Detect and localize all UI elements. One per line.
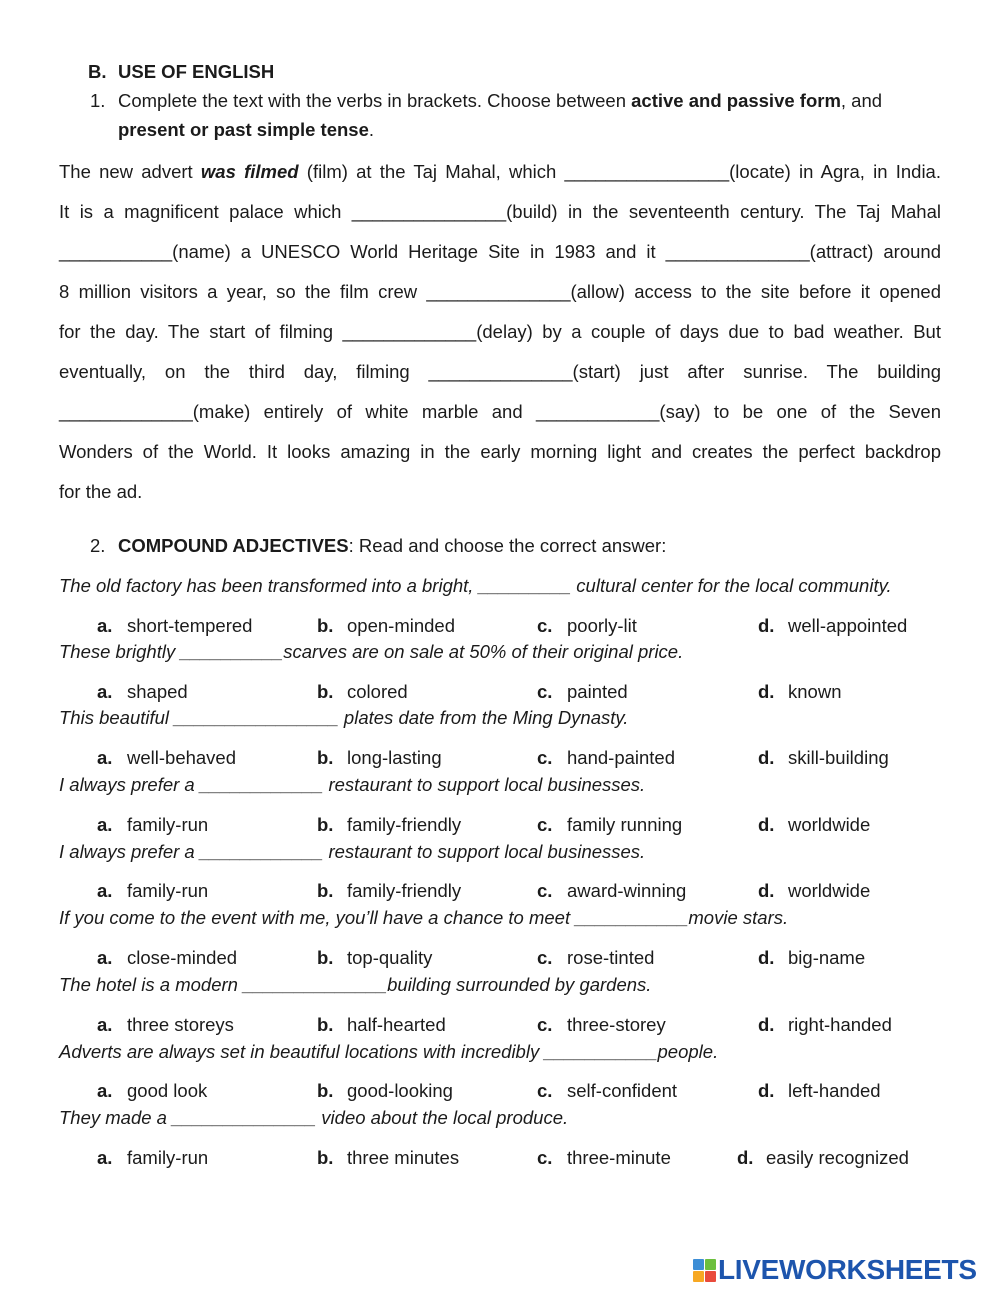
option-text: family-run	[127, 814, 209, 835]
option-letter: a.	[97, 681, 113, 702]
option-letter: c.	[537, 1014, 553, 1035]
option-letter: a.	[97, 1147, 113, 1168]
option-text: family-friendly	[347, 814, 462, 835]
example-answer: was filmed	[200, 161, 299, 182]
question-text: The hotel is a modern ______________building surrounded by gardens.	[59, 974, 652, 995]
option-letter: c.	[537, 615, 553, 636]
option-text: good-looking	[347, 1080, 453, 1101]
option-text: left-handed	[788, 1080, 881, 1101]
paragraph-line: for the day. The start of filming _____________(delay) by a couple of days due to bad weather. But	[59, 321, 941, 342]
option-letter: d.	[758, 747, 775, 768]
paragraph-line: ___________(name) a UNESCO World Heritage Site in 1983 and it ______________(attract) around	[59, 241, 941, 262]
question-text: Adverts are always set in beautiful locations with incredibly ___________people.	[59, 1041, 719, 1062]
option-letter: d.	[758, 814, 775, 835]
options-row	[0, 1145, 1000, 1171]
option-letter: c.	[537, 1080, 553, 1101]
logo-tile	[693, 1259, 704, 1270]
option-c	[537, 1012, 666, 1038]
option-text: hand-painted	[567, 747, 676, 768]
options-row	[0, 613, 1000, 639]
option-text: short-tempered	[127, 615, 253, 636]
exercise2-instruction: : Read and choose the correct answer:	[348, 535, 667, 556]
option-text: family running	[567, 814, 683, 835]
option-letter: d.	[758, 880, 775, 901]
option-b	[317, 945, 432, 971]
option-d	[758, 1078, 881, 1104]
option-letter: b.	[317, 615, 334, 636]
exercise1-number: 1.	[90, 90, 106, 111]
option-d	[737, 1145, 909, 1171]
option-text: long-lasting	[347, 747, 442, 768]
instruction-emphasis: active and passive form	[631, 90, 841, 111]
question-text: This beautiful ________________ plates date from the Ming Dynasty.	[59, 707, 629, 728]
option-b	[317, 812, 461, 838]
exercise2-heading	[118, 533, 666, 559]
option-letter: b.	[317, 880, 334, 901]
option-letter: b.	[317, 681, 334, 702]
paragraph-line	[59, 159, 941, 185]
option-c	[537, 812, 682, 838]
exercise1-instruction-line1	[118, 88, 882, 114]
paragraph-line: 8 million visitors a year, so the film crew ______________(allow) access to the site before it opened	[59, 281, 941, 302]
option-text: three-minute	[567, 1147, 671, 1168]
instruction-text: , and	[840, 90, 883, 111]
exercise2-number: 2.	[90, 535, 106, 556]
option-text: worldwide	[788, 880, 871, 901]
option-text: big-name	[788, 947, 866, 968]
option-d	[758, 878, 870, 904]
option-a	[97, 745, 236, 771]
option-text: close-minded	[127, 947, 238, 968]
question-text: If you come to the event with me, you’ll have a chance to meet ___________movie stars.	[59, 907, 789, 928]
option-d	[758, 1012, 892, 1038]
option-text: painted	[567, 681, 628, 702]
option-text: rose-tinted	[567, 947, 655, 968]
logo-text: LIVEWORKSHEETS	[718, 1254, 977, 1285]
option-text: family-friendly	[347, 880, 462, 901]
paragraph-line: eventually, on the third day, filming ______________(start) just after sunrise. The building	[59, 361, 941, 382]
option-letter: c.	[537, 681, 553, 702]
option-c	[537, 878, 686, 904]
option-letter: b.	[317, 947, 334, 968]
option-text: colored	[347, 681, 408, 702]
options-row	[0, 1012, 1000, 1038]
option-text: three minutes	[347, 1147, 460, 1168]
option-text: easily recognized	[766, 1147, 909, 1168]
option-c	[537, 613, 637, 639]
option-a	[97, 613, 252, 639]
option-a	[97, 878, 208, 904]
option-text: top-quality	[347, 947, 433, 968]
option-c	[537, 1145, 671, 1171]
exercise1-instruction-line2	[118, 117, 374, 143]
logo-tile	[693, 1271, 704, 1282]
option-text: good look	[127, 1080, 208, 1101]
option-a	[97, 1078, 207, 1104]
option-letter: c.	[537, 814, 553, 835]
question-text: The old factory has been transformed into a bright, _________ cultural center for the local community.	[59, 575, 892, 596]
option-a	[97, 1012, 234, 1038]
option-letter: b.	[317, 1080, 334, 1101]
option-text: three-storey	[567, 1014, 666, 1035]
option-b	[317, 878, 461, 904]
option-text: poorly-lit	[567, 615, 637, 636]
section-title: USE OF ENGLISH	[118, 61, 275, 82]
logo-tile	[705, 1271, 716, 1282]
option-text: half-hearted	[347, 1014, 446, 1035]
options-row	[0, 745, 1000, 771]
option-text: family-run	[127, 1147, 209, 1168]
exercise2-title: COMPOUND ADJECTIVES	[118, 535, 349, 556]
option-letter: b.	[317, 1014, 334, 1035]
question-text: They made a ______________ video about the local produce.	[59, 1107, 569, 1128]
option-letter: d.	[737, 1147, 754, 1168]
options-row	[0, 878, 1000, 904]
option-text: well-appointed	[788, 615, 908, 636]
paragraph-text: The new advert	[59, 161, 201, 182]
option-letter: a.	[97, 814, 113, 835]
option-letter: a.	[97, 615, 113, 636]
paragraph-line: It is a magnificent palace which _______________(build) in the seventeenth century. The Taj Mahal	[59, 201, 941, 222]
option-letter: c.	[537, 1147, 553, 1168]
option-letter: d.	[758, 615, 775, 636]
option-c	[537, 1078, 677, 1104]
option-b	[317, 1078, 453, 1104]
option-d	[758, 613, 907, 639]
question-text: I always prefer a ____________ restaurant to support local businesses.	[59, 841, 646, 862]
options-row	[0, 1078, 1000, 1104]
option-text: known	[788, 681, 842, 702]
option-text: self-confident	[567, 1080, 678, 1101]
option-b	[317, 613, 455, 639]
liveworksheets-logo-icon	[693, 1259, 717, 1283]
option-letter: c.	[537, 747, 553, 768]
question-text: These brightly __________scarves are on sale at 50% of their original price.	[59, 641, 684, 662]
option-b	[317, 1145, 459, 1171]
option-d	[758, 679, 841, 705]
option-b	[317, 745, 442, 771]
option-text: shaped	[127, 681, 188, 702]
instruction-text: .	[368, 119, 375, 140]
option-a	[97, 679, 188, 705]
option-letter: b.	[317, 1147, 334, 1168]
option-text: three storeys	[127, 1014, 234, 1035]
option-text: open-minded	[347, 615, 455, 636]
option-letter: a.	[97, 1014, 113, 1035]
option-b	[317, 1012, 446, 1038]
option-letter: c.	[537, 880, 553, 901]
options-row	[0, 679, 1000, 705]
option-text: award-winning	[567, 880, 687, 901]
option-a	[97, 812, 208, 838]
option-a	[97, 1145, 208, 1171]
option-d	[758, 812, 870, 838]
paragraph-line: _____________(make) entirely of white marble and ____________(say) to be one of the Seven	[59, 401, 941, 422]
section-letter: B.	[88, 61, 107, 82]
option-c	[537, 945, 654, 971]
option-letter: a.	[97, 880, 113, 901]
option-text: well-behaved	[127, 747, 237, 768]
option-text: family-run	[127, 880, 209, 901]
option-letter: a.	[97, 747, 113, 768]
paragraph-line: Wonders of the World. It looks amazing in the early morning light and creates the perfect backdrop	[59, 441, 941, 462]
option-letter: c.	[537, 947, 553, 968]
option-letter: d.	[758, 1014, 775, 1035]
option-letter: b.	[317, 747, 334, 768]
option-d	[758, 745, 889, 771]
instruction-text: Complete the text with the verbs in brackets. Choose between	[118, 90, 632, 111]
option-c	[537, 679, 628, 705]
option-c	[537, 745, 675, 771]
instruction-emphasis: present or past simple tense	[118, 119, 369, 140]
logo-tile	[705, 1259, 716, 1270]
option-text: worldwide	[788, 814, 871, 835]
option-d	[758, 945, 865, 971]
option-letter: d.	[758, 1080, 775, 1101]
option-b	[317, 679, 408, 705]
option-letter: a.	[97, 947, 113, 968]
option-text: skill-building	[788, 747, 889, 768]
option-letter: b.	[317, 814, 334, 835]
question-text: I always prefer a ____________ restaurant to support local businesses.	[59, 774, 646, 795]
option-letter: d.	[758, 681, 775, 702]
option-letter: a.	[97, 1080, 113, 1101]
options-row	[0, 945, 1000, 971]
paragraph-text: (film) at the Taj Mahal, which ________________(locate) in Agra, in India.	[298, 161, 941, 182]
paragraph-line: for the ad.	[59, 481, 143, 502]
options-row	[0, 812, 1000, 838]
option-text: right-handed	[788, 1014, 892, 1035]
option-letter: d.	[758, 947, 775, 968]
option-a	[97, 945, 237, 971]
